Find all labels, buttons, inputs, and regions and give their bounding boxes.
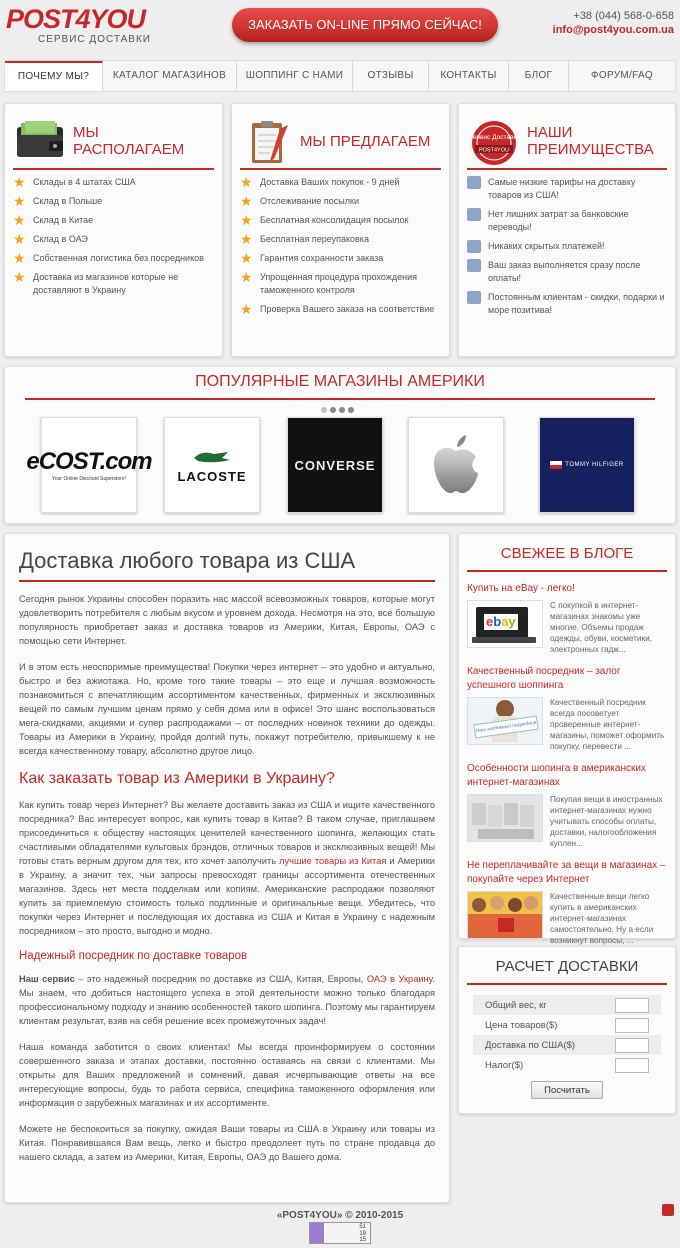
list-item: ★ Бесплатная переупаковка xyxy=(240,231,369,247)
list-item: ★ Отслеживание посылки xyxy=(240,193,359,209)
crocodile-icon xyxy=(192,446,232,466)
blog-post xyxy=(467,665,667,752)
carousel-dot[interactable] xyxy=(321,407,327,413)
logo[interactable] xyxy=(6,4,166,54)
carousel-dot[interactable] xyxy=(339,407,345,413)
list-item: ★ Бесплатная консолидация посылок xyxy=(240,212,409,228)
nav-blog[interactable]: БЛОГ xyxy=(509,61,569,91)
weight-label: Общий вес, кг xyxy=(485,999,547,1011)
star-icon: ★ xyxy=(240,250,253,266)
weight-input[interactable] xyxy=(615,998,649,1013)
list-item: ★ Склад в Китае xyxy=(13,212,94,228)
list-item: ★ Проверка Вашего заказа на соответствие xyxy=(240,301,435,317)
feature-title: НАШИ ПРЕИМУЩЕСТВА xyxy=(527,124,654,158)
thumbs-up-icon xyxy=(467,291,481,304)
thumbs-up-icon xyxy=(467,240,481,253)
wallet-icon xyxy=(13,119,67,163)
blog-post-link[interactable]: Купить на eBay - легко! xyxy=(467,583,575,594)
shop-logo-lacoste[interactable]: LACOSTE xyxy=(164,417,260,513)
blog-thumbnail[interactable] xyxy=(467,794,543,842)
article-subtitle: Как заказать товар из Америки в Украину? xyxy=(19,770,335,787)
main-nav xyxy=(4,60,676,92)
feature-panel-have xyxy=(4,103,223,357)
list-item: Самые низкие тарифы на доставку товаров из США! xyxy=(467,176,667,202)
nav-catalog[interactable]: КАТАЛОГ МАГАЗИНОВ xyxy=(103,61,237,91)
blog-post xyxy=(467,859,667,946)
star-icon: ★ xyxy=(240,231,253,247)
footer-copyright: «POST4YOU» © 2010-2015 xyxy=(276,1210,404,1221)
nav-contacts[interactable]: КОНТАКТЫ xyxy=(429,61,509,91)
blog-thumbnail[interactable]: ebay xyxy=(467,600,543,648)
list-item: ★ Собственная логистика без посредников xyxy=(13,250,204,266)
email-link[interactable]: info@post4you.com.ua xyxy=(552,24,674,36)
list-item: ★ Склады в 4 штатах США xyxy=(13,174,136,190)
carousel-dots[interactable] xyxy=(321,407,354,413)
star-icon: ★ xyxy=(13,250,26,266)
shop-logo-converse[interactable]: CONVERSE xyxy=(287,417,383,513)
nav-shopping[interactable]: ШОППИНГ С НАМИ xyxy=(237,61,353,91)
china-goods-link[interactable]: лучшие товары из Китая xyxy=(279,856,387,866)
delivery-calculator xyxy=(458,946,676,1114)
list-item: ★ Гарантия сохранности заказа xyxy=(240,250,384,266)
feature-title: МЫ ПРЕДЛАГАЕМ xyxy=(300,132,431,150)
list-item: ★ Склад в ОАЭ xyxy=(13,231,88,247)
visitor-counter[interactable]: 51 19 15 xyxy=(309,1222,371,1244)
svg-text:POST4YOU: POST4YOU xyxy=(479,147,509,154)
list-item: ★ Доставка Ваших покупок - 9 дней xyxy=(240,174,400,190)
star-icon: ★ xyxy=(240,301,253,317)
feature-panel-offer xyxy=(231,103,450,357)
logo-text: POST4YOU xyxy=(6,4,146,34)
thumbs-up-icon xyxy=(467,259,481,272)
blog-post xyxy=(467,762,667,849)
shop-logo-apple[interactable] xyxy=(408,417,504,513)
article-title: Доставка любого товара из США xyxy=(19,548,356,573)
blog-post-link[interactable]: Качественный посредник – залог успешного шоппинга xyxy=(467,666,621,691)
blog-post-link[interactable]: Не переплачивайте за вещи в магазинах – покупайте через Интернет xyxy=(467,860,666,885)
shop-logo-tommy-hilfiger[interactable]: TOMMY HILFIGER xyxy=(539,417,635,513)
popular-shops-panel xyxy=(4,366,676,524)
blog-panel xyxy=(458,533,676,945)
tax-input[interactable] xyxy=(615,1058,649,1073)
blog-excerpt: Качественные вещи легко купить в американских интернет-магазинах самостоятельно. Ну а если возникнут вопросы, ... xyxy=(550,892,654,945)
flag-icon xyxy=(550,461,562,469)
article-paragraph: Можете не беспокоиться за покупку, ожидая Ваши товары из США в Украину или товары из Китая. Понравившаяся Вам вещь, легко и быстро преодолеет путь по стране продавца до нашего склада, а затем из Америки, Китая, Европы, ОАЭ до Вашего дома. xyxy=(19,1124,435,1162)
blog-thumbnail[interactable]: Наш надежный посредник xyxy=(467,697,543,745)
price-input[interactable] xyxy=(615,1018,649,1033)
order-online-button[interactable]: ЗАКАЗАТЬ ON-LINE ПРЯМО СЕЙЧАС! xyxy=(232,8,498,42)
phone-number: +38 (044) 568-0-658 xyxy=(573,10,674,22)
list-item: Никаких скрытых платежей! xyxy=(467,240,667,253)
star-icon: ★ xyxy=(240,269,253,285)
uae-link[interactable]: ОАЭ в Украину xyxy=(366,974,433,984)
article-paragraph: Сегодня рынок Украины способен поразить нас массой всевозможных товаров, которые могут удовлетворить потребителя с любым вкусом и уровнем дохода. Несмотря на это, все большую популярность приобретает заказ и доставка товаров из Америки, Китая, Европы, ОАЭ с помощью сети Интернет. xyxy=(19,594,435,646)
tax-label: Налог($) xyxy=(485,1059,524,1071)
nav-why-us[interactable]: ПОЧЕМУ МЫ? xyxy=(5,61,103,91)
thumbs-up-icon xyxy=(467,208,481,221)
main-article xyxy=(4,533,450,1203)
article-paragraph: Наша команда заботится о своих клиентах! Мы всегда проинформируем о состоянии совершенного заказа и этапах доставки, постоянно оставаясь на связи с клиентами. Мы открыты для Ваших предложений и сомнений, давая исчерпывающие ответы на все интересующие вопросы, будь то работа сервиса, специфика таможенного оформления или информация о зарубежных магазинах и их ассортименте. xyxy=(19,1042,435,1108)
blog-excerpt: Качественный посредник всегда посоветует проверенные интернет-магазины, поможет оформить покупку, перевести ... xyxy=(550,698,665,751)
blog-title: СВЕЖЕЕ В БЛОГЕ xyxy=(500,545,634,562)
clipboard-icon xyxy=(240,119,294,163)
nav-reviews[interactable]: ОТЗЫВЫ xyxy=(353,61,429,91)
calc-row xyxy=(473,995,661,1015)
calc-title: РАСЧЕТ ДОСТАВКИ xyxy=(495,958,639,975)
list-item: ★ Доставка из магазинов которые не доставляют в Украину xyxy=(13,269,179,295)
feature-panel-advantages xyxy=(458,103,676,357)
article-paragraph: Как купить товар через Интернет? Вы желаете доставить заказ из США и ищите качественного посредника? Вас интересует вопрос, как купить товар в Китае? В таком случае, приглашаем присоединиться к обществу настоящих ценителей качественного шопинга, желающих стать счастливыми обладателями культовых брэндов, отличных товаров и эксклюзивных вещей! Мы готовы стать верным другом для тех, кто хочет заполучить лучшие товары из Китая и Америки в Украину, а значит тех, чьи запросы превосходят границы ассортимента отечественных магазинов. Здесь нет места подделкам или копиям. Американские распродажи позволяют купить за приемлемую стоимость только подлинные и оригинальные вещи. Убедитесь, что покупки через Интернет и последующая их доставка из США и Китая в Украину с надежным посредником – это просто, выгодно и модно. xyxy=(19,800,435,936)
price-label: Цена товаров($) xyxy=(485,1019,558,1031)
feature-title: МЫ РАСПОЛАГАЕМ xyxy=(73,124,185,158)
us-delivery-label: Доставка по США($) xyxy=(485,1039,576,1051)
list-item: ★ Склад в Польше xyxy=(13,193,103,209)
calc-row xyxy=(473,1055,661,1075)
article-heading: Надежный посредник по доставке товаров xyxy=(19,950,248,962)
list-item: ★ Упрощенная процедура прохождения таможенного контроля xyxy=(240,269,417,295)
seal-icon xyxy=(467,119,521,163)
calc-row xyxy=(473,1015,661,1035)
svg-text:Сервис Доставки: Сервис Доставки xyxy=(468,134,520,141)
blog-excerpt: Покупая вещи в иностранных интернет-магазинах нужно учитывать способы оплаты, доставки, налогообложения куплен... xyxy=(550,795,663,848)
star-icon: ★ xyxy=(240,193,253,209)
carousel-dot[interactable] xyxy=(348,407,354,413)
shop-logo-ecost[interactable]: eCOST.com Your Online Discount Superstore! xyxy=(41,417,137,513)
star-icon: ★ xyxy=(13,174,26,190)
article-paragraph: И в этом есть неоспоримые преимущества! Покупки через интернет – это удобно и актуально, быстро и без ажиотажа. Но, кроме того такие товары – это еще и лучшая возможность познакомиться с впечатляющим ассортиментом качественных, фирменных и эксклюзивных вещей по самым лучшим ценам прямо у себя дома или в офисе! Это шанс воспользоваться мега-скидками, акциями и супер распродажами – от последних новинок техники до одежды. Товары из Америки в Украину, пройдя долгий путь, покажут потребителю, привыкшему к не всегда качественному товару, абсолютно другое лицо. xyxy=(19,662,435,756)
star-icon: ★ xyxy=(13,193,26,209)
blog-post xyxy=(467,582,667,655)
star-icon: ★ xyxy=(240,174,253,190)
article-paragraph: Наш сервис – это надежный посредник по доставке из США, Китая, Европы, ОАЭ в Украину. Мы знаем, что добиться настоящего успеха в этой деятельности можно только благодаря профессиональному подходу и знанию особенностей такого шопинга. Поэтому мы гарантируем клиентам результат, взяв на себя решение всех промежуточных задач! xyxy=(19,974,435,1026)
logo-subtitle: СЕРВИС ДОСТАВКИ xyxy=(38,34,151,45)
nav-forum[interactable]: ФОРУМ/FAQ xyxy=(591,70,653,81)
calculate-button[interactable]: Посчитать xyxy=(531,1081,603,1099)
thumbs-up-icon xyxy=(467,176,481,189)
star-icon: ★ xyxy=(13,269,26,285)
star-icon: ★ xyxy=(13,212,26,228)
carousel-dot[interactable] xyxy=(330,407,336,413)
calc-row xyxy=(473,1035,661,1055)
star-icon: ★ xyxy=(240,212,253,228)
shops-title: ПОПУЛЯРНЫЕ МАГАЗИНЫ АМЕРИКИ xyxy=(195,373,485,390)
us-delivery-input[interactable] xyxy=(615,1038,649,1053)
blog-excerpt: С покупкой в интернет-магазинах знакомы уже многие. Объемы продаж одежды, обуви, косметики, электронных гадж... xyxy=(550,601,652,654)
blog-post-link[interactable]: Особенности шопинга в американских интернет-магазинах xyxy=(467,763,646,788)
list-item: Нет лишних затрат за банковские переводы! xyxy=(467,208,667,234)
star-icon: ★ xyxy=(13,231,26,247)
apple-icon xyxy=(428,433,484,497)
list-item: Ваш заказ выполняется сразу после оплаты! xyxy=(467,259,667,285)
scroll-to-top-button[interactable] xyxy=(662,1204,674,1216)
blog-thumbnail[interactable] xyxy=(467,891,543,939)
list-item: Постоянным клиентам - скидки, подарки и море позитива! xyxy=(467,291,667,317)
